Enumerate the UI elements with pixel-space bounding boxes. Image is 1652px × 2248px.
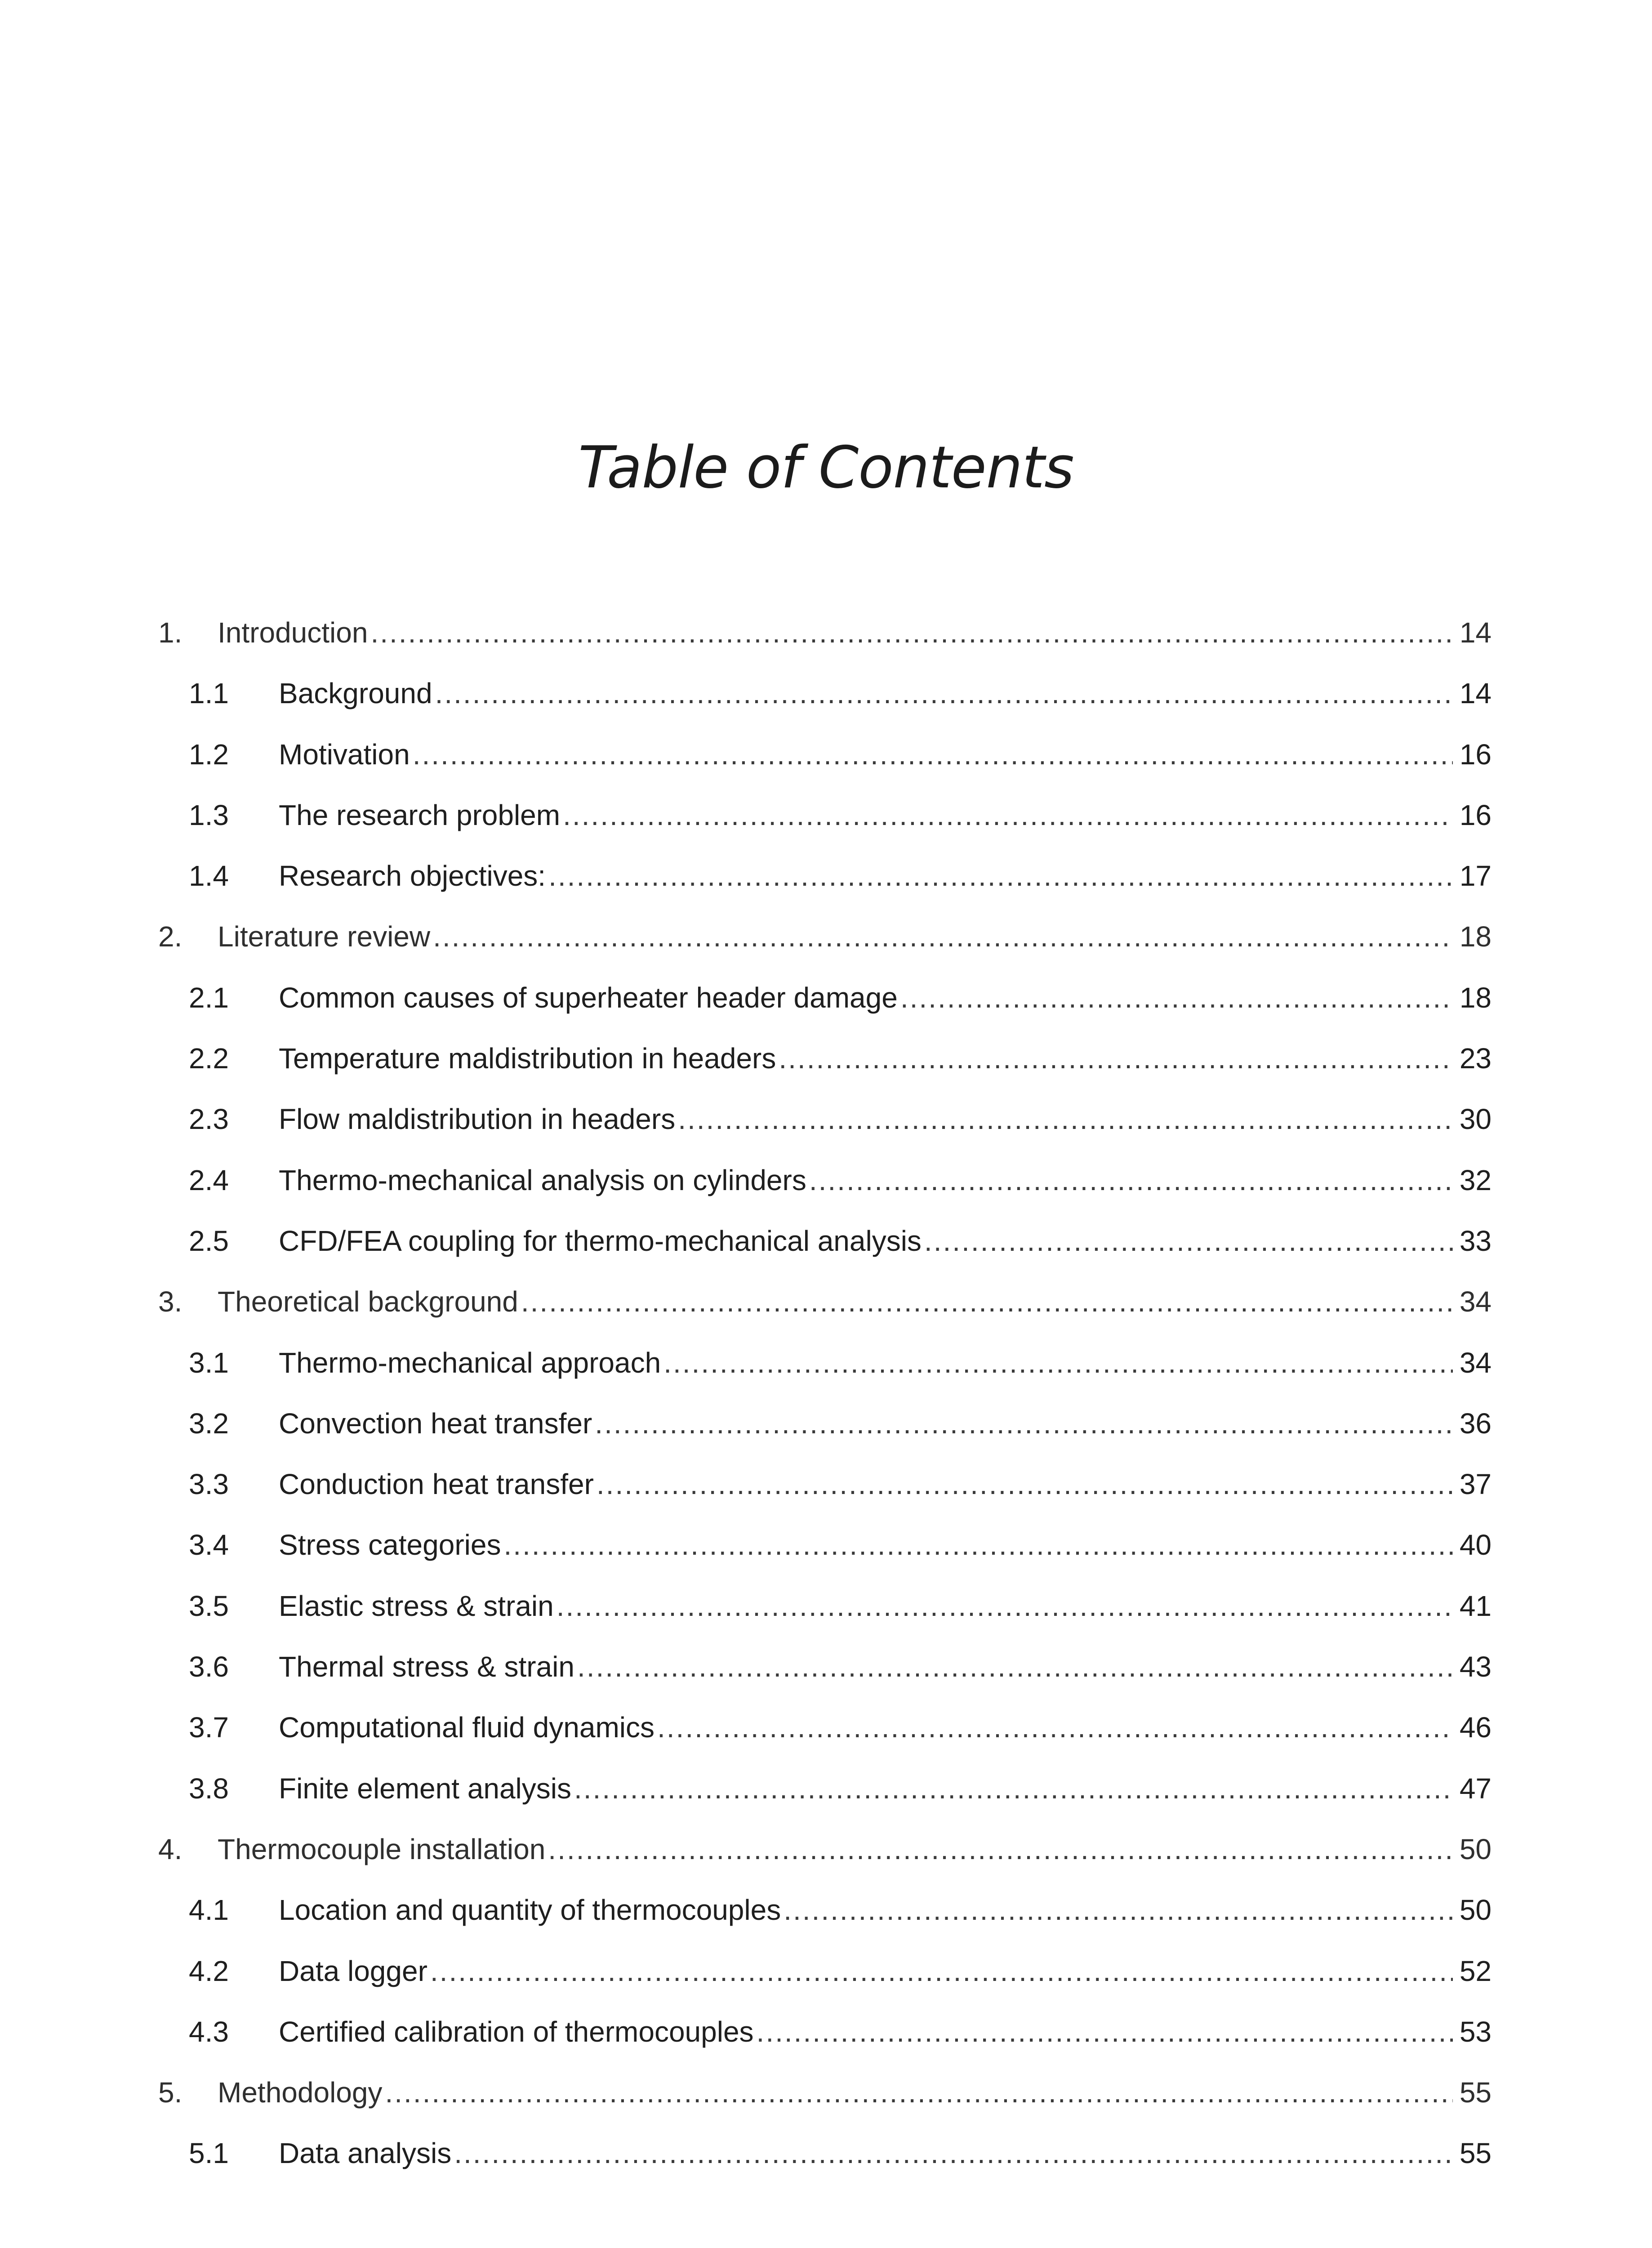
toc-entry-page-number: 55 [1459,2076,1492,2109]
toc-entry-number: 3.7 [189,1711,229,1744]
toc-entry-page-number: 46 [1459,1711,1492,1744]
toc-entry-number: 4. [158,1833,183,1865]
toc-entry-page-number: 23 [1459,1042,1492,1075]
toc-entry-number: 3.2 [189,1407,229,1440]
dot-leader [454,2123,1453,2184]
toc-entry-page-number: 32 [1459,1164,1492,1196]
toc-entry-number: 2.5 [189,1224,229,1257]
toc-section-entry[interactable] [158,1576,1492,1637]
toc-entry-page-number: 16 [1459,738,1492,771]
toc-entry-title: Theoretical background [218,1285,518,1318]
toc-entry-title: Introduction [218,616,368,649]
table-of-contents [158,602,1492,2184]
toc-entry-page-number: 47 [1459,1772,1492,1805]
toc-entry-page-number: 33 [1459,1224,1492,1257]
dot-leader [548,1819,1453,1880]
toc-section-entry[interactable] [158,663,1492,724]
dot-leader [433,906,1453,967]
toc-chapter-entry[interactable] [158,602,1492,663]
toc-entry-title: Methodology [218,2076,383,2109]
dot-leader [900,968,1453,1028]
toc-entry-number: 4.2 [189,1954,229,1987]
dot-leader [663,1333,1453,1393]
dot-leader [779,1028,1453,1089]
toc-section-entry[interactable] [158,1697,1492,1758]
dot-leader [574,1758,1453,1819]
toc-entry-page-number: 17 [1459,860,1492,892]
toc-entry-page-number: 37 [1459,1468,1492,1501]
toc-entry-number: 1.3 [189,798,229,831]
toc-entry-page-number: 18 [1459,920,1492,953]
toc-entry-title: Conduction heat transfer [279,1468,594,1501]
toc-section-entry[interactable] [158,1089,1492,1150]
toc-entry-page-number: 14 [1459,616,1492,649]
toc-chapter-entry[interactable] [158,906,1492,967]
toc-entry-title: The research problem [279,798,561,831]
dot-leader [924,1211,1453,1271]
toc-entry-number: 2.4 [189,1164,229,1196]
toc-entry-page-number: 50 [1459,1894,1492,1927]
toc-entry-number: 2.2 [189,1042,229,1075]
toc-entry-number: 3.6 [189,1650,229,1683]
toc-entry-title: Thermal stress & strain [279,1650,574,1683]
toc-entry-page-number: 53 [1459,2015,1492,2048]
dot-leader [548,846,1453,906]
toc-entry-number: 4.3 [189,2015,229,2048]
dot-leader [430,1941,1453,2002]
toc-section-entry[interactable] [158,2123,1492,2184]
toc-entry-title: Literature review [218,920,431,953]
toc-entry-title: CFD/FEA coupling for thermo-mechanical analysis [279,1224,922,1257]
dot-leader [678,1089,1453,1150]
dot-leader [757,2002,1453,2062]
toc-entry-number: 2.1 [189,981,229,1014]
toc-entry-title: Certified calibration of thermocouples [279,2015,754,2048]
toc-chapter-entry[interactable] [158,1271,1492,1332]
toc-entry-page-number: 34 [1459,1346,1492,1379]
toc-section-entry[interactable] [158,1941,1492,2002]
toc-entry-title: Finite element analysis [279,1772,571,1805]
toc-entry-title: Common causes of superheater header damage [279,981,898,1014]
dot-leader [503,1515,1453,1575]
toc-entry-title: Data analysis [279,2137,452,2170]
toc-entry-title: Research objectives: [279,860,546,892]
toc-entry-number: 3.8 [189,1772,229,1805]
toc-entry-number: 3.3 [189,1468,229,1501]
toc-entry-number: 4.1 [189,1894,229,1927]
toc-entry-number: 5. [158,2076,183,2109]
toc-section-entry[interactable] [158,1758,1492,1819]
dot-leader [413,724,1453,785]
toc-entry-title: Elastic stress & strain [279,1589,554,1622]
toc-entry-number: 2. [158,920,183,953]
toc-entry-number: 3.4 [189,1529,229,1561]
toc-entry-page-number: 52 [1459,1954,1492,1987]
toc-entry-number: 1.2 [189,738,229,771]
dot-leader [784,1880,1453,1940]
toc-entry-title: Location and quantity of thermocouples [279,1894,781,1927]
toc-entry-page-number: 34 [1459,1285,1492,1318]
toc-entry-page-number: 36 [1459,1407,1492,1440]
dot-leader [563,785,1453,846]
toc-entry-page-number: 43 [1459,1650,1492,1683]
toc-entry-title: Data logger [279,1954,427,1987]
toc-section-entry[interactable] [158,1211,1492,1271]
toc-section-entry[interactable] [158,1637,1492,1697]
toc-section-entry[interactable] [158,846,1492,906]
toc-entry-number: 1.1 [189,677,229,710]
toc-entry-number: 1.4 [189,860,229,892]
dot-leader [435,663,1453,724]
toc-section-entry[interactable] [158,1028,1492,1089]
dot-leader [385,2062,1453,2123]
toc-entry-title: Flow maldistribution in headers [279,1103,676,1136]
toc-section-entry[interactable] [158,1454,1492,1515]
toc-entry-title: Thermo-mechanical analysis on cylinders [279,1164,806,1196]
toc-section-entry[interactable] [158,1150,1492,1211]
dot-leader [809,1150,1453,1211]
toc-chapter-entry[interactable] [158,2062,1492,2123]
toc-entry-title: Motivation [279,738,410,771]
toc-entry-number: 5.1 [189,2137,229,2170]
toc-entry-page-number: 14 [1459,677,1492,710]
dot-leader [557,1576,1453,1637]
page-title: Table of Contents [578,434,1074,501]
toc-entry-title: Thermo-mechanical approach [279,1346,661,1379]
dot-leader [577,1637,1453,1697]
toc-section-entry[interactable] [158,1515,1492,1575]
dot-leader [597,1454,1453,1515]
toc-entry-number: 1. [158,616,183,649]
toc-section-entry[interactable] [158,968,1492,1028]
toc-section-entry[interactable] [158,1880,1492,1940]
toc-entry-page-number: 16 [1459,798,1492,831]
toc-entry-number: 3.5 [189,1589,229,1622]
dot-leader [521,1271,1453,1332]
toc-entry-number: 2.3 [189,1103,229,1136]
toc-entry-page-number: 18 [1459,981,1492,1014]
toc-section-entry[interactable] [158,1333,1492,1393]
toc-section-entry[interactable] [158,1393,1492,1454]
toc-entry-title: Temperature maldistribution in headers [279,1042,776,1075]
dot-leader [595,1393,1453,1454]
toc-section-entry[interactable] [158,724,1492,785]
toc-entry-page-number: 50 [1459,1833,1492,1865]
dot-leader [657,1697,1453,1758]
toc-entry-title: Computational fluid dynamics [279,1711,655,1744]
toc-entry-title: Convection heat transfer [279,1407,592,1440]
toc-chapter-entry[interactable] [158,1819,1492,1880]
toc-entry-title: Stress categories [279,1529,501,1561]
toc-entry-page-number: 55 [1459,2137,1492,2170]
toc-section-entry[interactable] [158,2002,1492,2062]
toc-section-entry[interactable] [158,785,1492,846]
toc-entry-number: 3. [158,1285,183,1318]
toc-entry-page-number: 40 [1459,1529,1492,1561]
toc-entry-number: 3.1 [189,1346,229,1379]
dot-leader [370,602,1453,663]
toc-entry-title: Background [279,677,432,710]
toc-entry-page-number: 30 [1459,1103,1492,1136]
toc-entry-title: Thermocouple installation [218,1833,546,1865]
toc-entry-page-number: 41 [1459,1589,1492,1622]
